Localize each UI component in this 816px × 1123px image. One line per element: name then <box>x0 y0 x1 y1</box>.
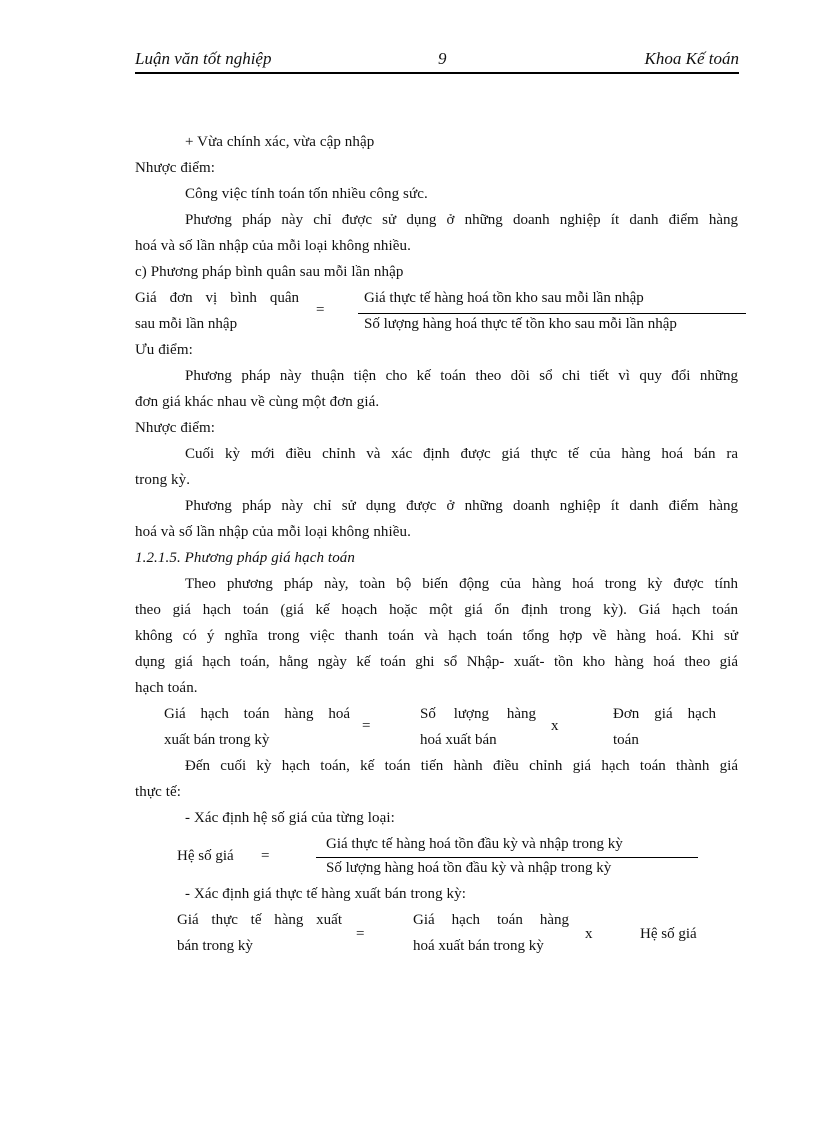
equals-sign: = <box>261 848 270 864</box>
heading-disadvantage: Nhược điểm: <box>135 160 216 176</box>
multiply-sign: x <box>585 926 593 942</box>
equals-sign: = <box>316 302 325 318</box>
text-line: đơn giá khác nhau về cùng một đơn giá. <box>135 394 380 410</box>
text-line: Công việc tính toán tốn nhiều công sức. <box>185 186 428 202</box>
text-line: hạch toán. <box>135 680 198 696</box>
formula-term-a-line: xuất bán trong kỳ <box>164 732 270 748</box>
text-line: dụng giá hạch toán, hằng ngày kế toán ghi sổ Nhập- xuất- tồn kho hàng hoá theo giá <box>135 654 738 670</box>
formula-term-a-line: Giá hạch toán hàng hoá <box>164 706 350 722</box>
header-thesis-title: Luận văn tốt nghiệp <box>135 49 272 68</box>
section-heading: 1.2.1.5. Phương pháp giá hạch toán <box>135 550 355 566</box>
formula-left-line: sau mỗi lần nhập <box>135 316 238 332</box>
step-line: - Xác định giá thực tế hàng xuất bán trong kỳ: <box>185 886 466 902</box>
formula-term-b-line: Giá hạch toán hàng <box>413 912 569 928</box>
header-faculty: Khoa Kế toán <box>644 49 739 68</box>
text-line: Đến cuối kỳ hạch toán, kế toán tiến hành điều chỉnh giá hạch toán thành giá <box>185 758 738 774</box>
equals-sign: = <box>356 926 365 942</box>
formula-term-b-line: Số lượng hàng <box>420 706 536 722</box>
step-line: - Xác định hệ số giá của từng loại: <box>185 810 395 826</box>
formula-term-a-line: Giá thực tế hàng xuất <box>177 912 342 928</box>
formula-term-c: Hệ số giá <box>640 926 697 942</box>
formula-term-a-line: bán trong kỳ <box>177 938 253 954</box>
text-line: không có ý nghĩa trong việc thanh toán và hạch toán tổng hợp về hàng hoá. Khi sử <box>135 628 738 644</box>
text-line: Theo phương pháp này, toàn bộ biến động của hàng hoá trong kỳ được tính <box>185 576 738 592</box>
formula-term-c-line: toán <box>613 732 639 748</box>
text-line: Phương pháp này chỉ được sử dụng ở những doanh nghiệp ít danh điểm hàng <box>185 212 738 228</box>
text-line: theo giá hạch toán (giá kế hoạch hoặc một giá ổn định trong kỳ). Giá hạch toán <box>135 602 738 618</box>
subheading: c) Phương pháp bình quân sau mỗi lần nhập <box>135 264 404 280</box>
text-line: Phương pháp này thuận tiện cho kế toán theo dõi sổ chi tiết vì quy đổi những <box>185 368 738 384</box>
formula-numerator: Giá thực tế hàng hoá tồn kho sau mỗi lần nhập <box>364 290 644 306</box>
heading-advantage: Ưu điểm: <box>135 342 193 358</box>
formula-term-b-line: hoá xuất bán <box>420 732 497 748</box>
fraction-bar <box>316 857 698 858</box>
page-header <box>135 48 739 74</box>
equals-sign: = <box>362 718 371 734</box>
bullet-advantage: + Vừa chính xác, vừa cập nhập <box>185 134 375 150</box>
formula-term-c-line: Đơn giá hạch <box>613 706 716 722</box>
formula-left-line: Giá đơn vị bình quân <box>135 290 299 306</box>
text-line: thực tế: <box>135 784 181 800</box>
formula-numerator: Giá thực tế hàng hoá tồn đầu kỳ và nhập trong kỳ <box>326 836 623 852</box>
page-number: 9 <box>438 49 447 68</box>
multiply-sign: x <box>551 718 559 734</box>
heading-disadvantage: Nhược điểm: <box>135 420 216 436</box>
fraction-bar <box>358 313 746 314</box>
text-line: trong kỳ. <box>135 472 191 488</box>
text-line: Cuối kỳ mới điều chỉnh và xác định được giá thực tế của hàng hoá bán ra <box>185 446 738 462</box>
formula-left: Hệ số giá <box>177 848 234 864</box>
formula-term-b-line: hoá xuất bán trong kỳ <box>413 938 544 954</box>
formula-denominator: Số lượng hàng hoá thực tế tồn kho sau mỗi lần nhập <box>364 316 677 332</box>
text-line: Phương pháp này chỉ sử dụng được ở những doanh nghiệp ít danh điểm hàng <box>185 498 738 514</box>
formula-denominator: Số lượng hàng hoá tồn đầu kỳ và nhập trong kỳ <box>326 860 612 876</box>
text-line: hoá và số lần nhập của mỗi loại không nhiều. <box>135 524 412 540</box>
text-line: hoá và số lần nhập của mỗi loại không nhiều. <box>135 238 412 254</box>
